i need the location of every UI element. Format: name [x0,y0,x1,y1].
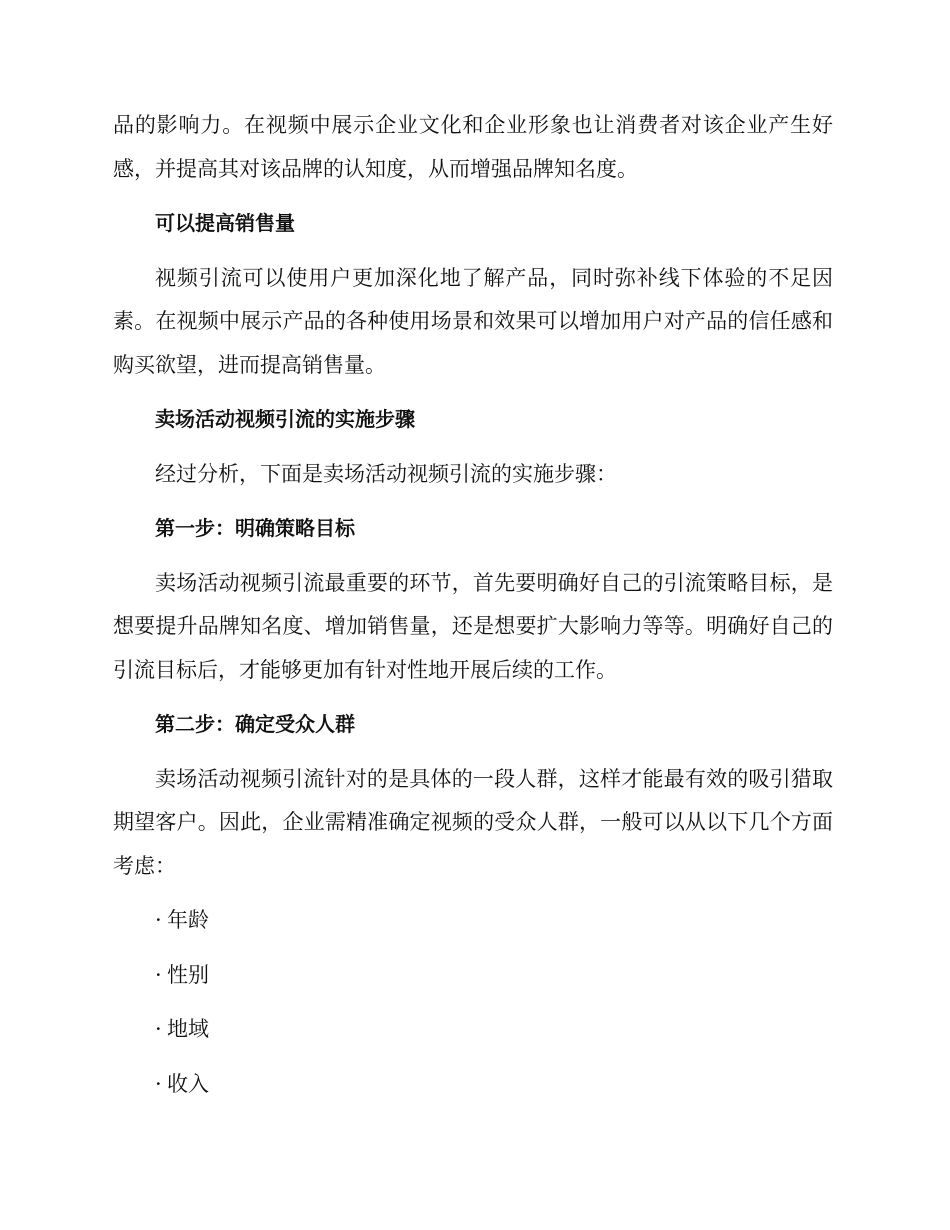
list-item-label: 年龄 [167,908,209,932]
list-item-label: 性别 [167,962,209,987]
continuation-paragraph: 品的影响力。在视频中展示企业文化和企业形象也让消费者对该企业产生好感，并提高其对该品牌的认知度，从而增强品牌知名度。 [113,113,833,181]
bullet-marker: · [155,1017,162,1041]
list-item [113,899,833,943]
bullet-marker: · [155,908,162,932]
list-item-label: 收入 [167,1071,209,1096]
step1-heading: 第一步：明确策略目标 [155,516,355,540]
list-item-label: 地域 [167,1017,209,1041]
paragraph-step2: 卖场活动视频引流针对的是具体的一段人群，这样才能最有效的吸引猎取期望客户。因此，企业需精准确定视频的受众人群，一般可以从以下几个方面考虑： [113,766,833,878]
paragraph-sales: 视频引流可以使用户更加深化地了解产品，同时弥补线下体验的不足因素。在视频中展示产品的各种使用场景和效果可以增加用户对产品的信任感和购买欲望，进而提高销售量。 [113,265,833,377]
list-item [113,1008,833,1052]
document-page [113,104,833,1106]
audience-factor-list [113,899,833,1106]
list-item [113,1063,833,1107]
paragraph-steps-intro: 经过分析，下面是卖场活动视频引流的实施步骤： [155,461,617,486]
bullet-marker: · [155,1071,162,1096]
list-item [113,954,833,998]
step2-heading: 第二步：确定受众人群 [155,712,355,736]
section-heading-steps: 卖场活动视频引流的实施步骤 [155,407,415,431]
section-heading-sales: 可以提高销售量 [155,211,295,235]
paragraph-step1: 卖场活动视频引流最重要的环节，首先要明确好自己的引流策略目标，是想要提升品牌知名度、增加销售量，还是想要扩大影响力等等。明确好自己的引流目标后，才能够更加有针对性地开展后续的工作。 [113,570,833,682]
bullet-marker: · [155,962,162,987]
